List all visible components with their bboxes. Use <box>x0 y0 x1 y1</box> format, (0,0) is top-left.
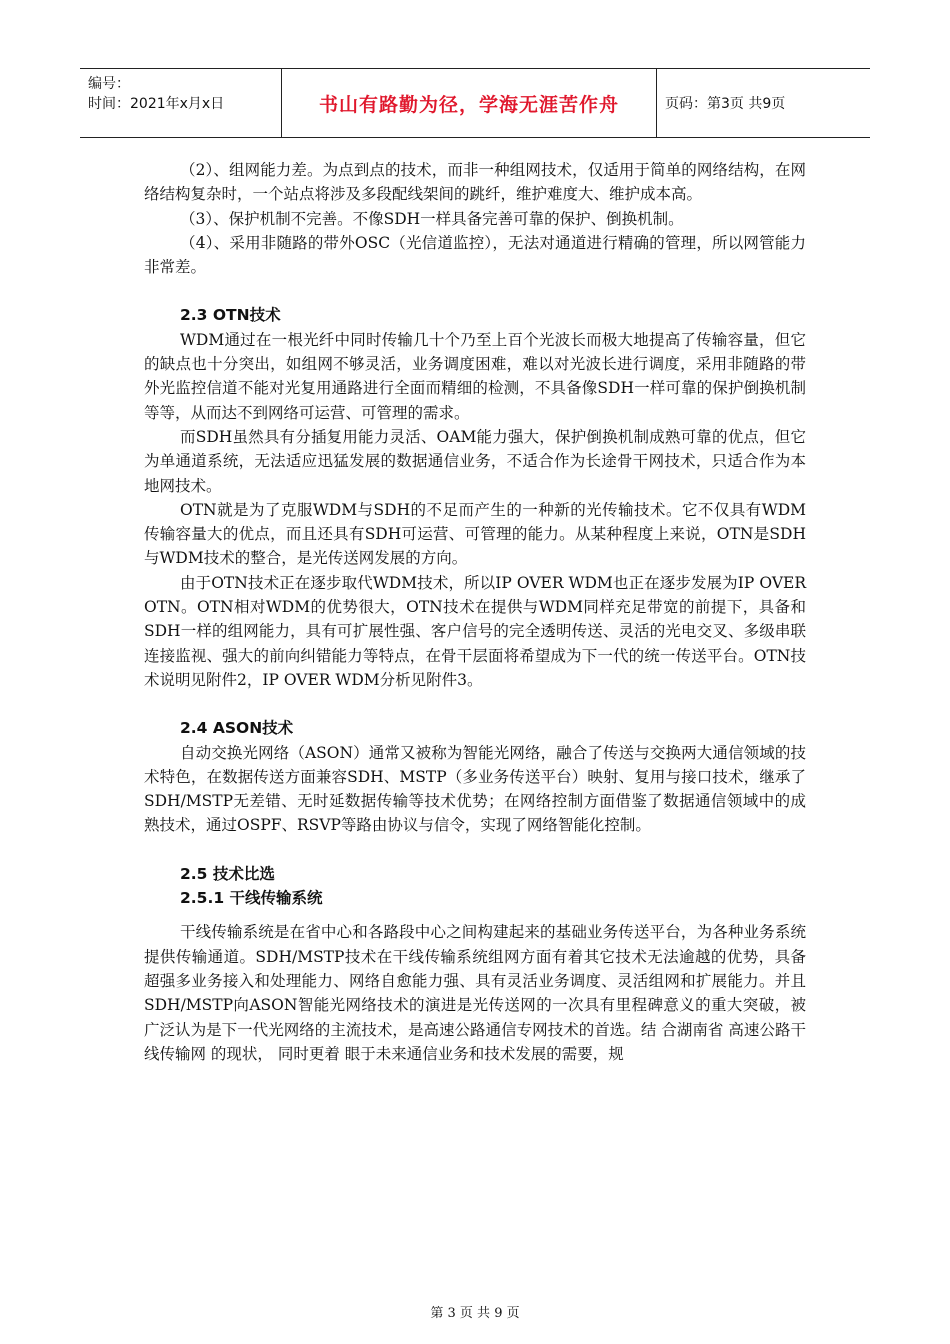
serial-label: 编号： <box>88 76 130 92</box>
page-footer: 第 3 页 共 9 页 <box>430 1306 520 1321</box>
paragraph: （4）、采用非随路的带外OSC（光信道监控），无法对通道进行精确的管理，所以网管能力非常差。 <box>144 233 806 277</box>
paragraph: OTN就是为了克服WDM与SDH的不足而产生的一种新的光传输技术。它不仅具有WDM传输容量大的优点，而且还具有SDH可运营、可管理的能力。从某种程度上来说，OTN是SDH与WDM技术的整合，是光传送网发展的方向。 <box>144 500 806 568</box>
section-heading: 2.5 技术比选 <box>180 864 275 883</box>
section-heading: 2.3 OTN技术 <box>180 306 281 325</box>
time-label: 时间：2021年x月x日 <box>88 96 225 112</box>
motto: 书山有路勤为径，学海无涯苦作舟 <box>282 69 657 137</box>
paragraph: 干线传输系统是在省中心和各路段中心之间构建起来的基础业务传送平台，为各种业务系统提供传输通道。SDH/MSTP技术在干线传输系统组网方面有着其它技术无法逾越的优势，具备超强多业务接入和处理能力、网络自愈能力强、具有灵活业务调度、灵活组网和扩展能力。并且SDH/MSTP向ASON智能光网络技术的演进是光传送网的一次具有里程碑意义的重大突破，被广泛认为是下一代光网络的主流技术，是高速公路通信专网技术的首选。结 合湖南省 高速公路干 线传输网 的现状， 同时更着 眼于未来通信业务和技术发展的需要，规 <box>144 923 806 1063</box>
page-header <box>80 68 870 138</box>
paragraph: （2）、组网能力差。为点到点的技术，而非一种组网技术，仅适用于简单的网络结构，在网络结构复杂时，一个站点将涉及多段配线架间的跳纤，维护难度大、维护成本高。 <box>144 161 806 204</box>
page-number-label: 页码：第3页 共9页 <box>665 96 786 112</box>
header-meta <box>80 69 282 137</box>
paragraph: 自动交换光网络（ASON）通常又被称为智能光网络，融合了传送与交换两大通信领域的技术特色，在数据传送方面兼容SDH、MSTP（多业务传送平台）映射、复用与接口技术，继承了SDH/MSTP无差错、无时延数据传输等技术优势；在网络控制方面借鉴了数据通信领域中的成熟技术，通过OSPF、RSVP等路由协议与信令，实现了网络智能化控制。 <box>144 743 806 835</box>
subsection-heading: 2.5.1 干线传输系统 <box>180 889 323 908</box>
paragraph: 而SDH虽然具有分插复用能力灵活、OAM能力强大，保护倒换机制成熟可靠的优点，但它为单通道系统，无法适应迅猛发展的数据通信业务，不适合作为长途骨干网技术，只适合作为本地网技术。 <box>144 427 806 495</box>
paragraph: WDM通过在一根光纤中同时传输几十个乃至上百个光波长而极大地提高了传输容量，但它的缺点也十分突出，如组网不够灵活，业务调度困难，难以对光波长进行调度，采用非随路的带外光监控信道不能对光复用通路进行全面而精细的检测，不具备像SDH一样可靠的保护倒换机制等等，从而达不到网络可运营、可管理的需求。 <box>144 330 806 422</box>
section-heading: 2.4 ASON技术 <box>180 719 294 738</box>
paragraph: （3）、保护机制不完善。不像SDH一样具备完善可靠的保护、倒换机制。 <box>180 209 684 228</box>
paragraph: 由于OTN技术正在逐步取代WDM技术，所以IP OVER WDM也正在逐步发展为IP OVER OTN。OTN相对WDM的优势很大，OTN技术在提供与WDM同样充足带宽的前提下，具备和SDH一样的组网能力，具有可扩展性强、客户信号的完全透明传送、灵活的光电交叉、多级串联连接监视、强大的前向纠错能力等特点，在骨干层面将希望成为下一代的统一传送平台。OTN技术说明见附件2，IP OVER WDM分析见附件3。 <box>144 573 806 689</box>
document-body <box>144 158 806 1066</box>
